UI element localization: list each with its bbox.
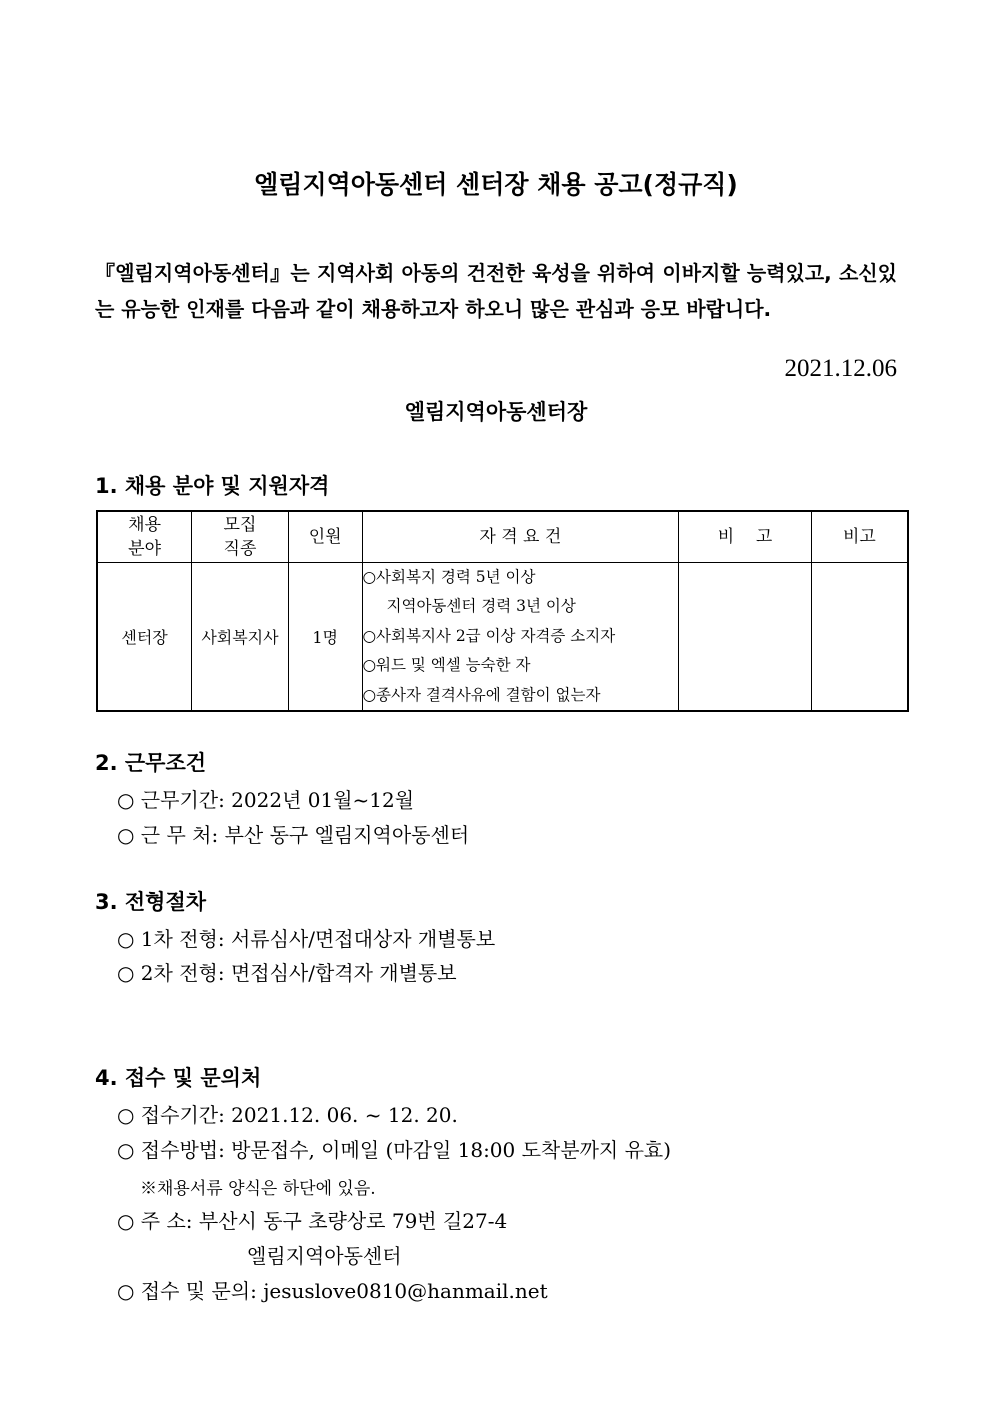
work-place-item: ○ 근 무 처: 부산 동구 엘림지역아동센터 [117, 823, 470, 847]
cell-note-2 [811, 563, 908, 711]
receipt-method-item: ○ 접수방법: 방문접수, 이메일 (마감일 18:00 도착분까지 유효) [117, 1138, 672, 1162]
table-row [97, 563, 908, 711]
announcement-date: 2021.12.06 [784, 355, 897, 382]
organization-signature: 엘림지역아동센터장 [404, 400, 588, 424]
header-field [97, 511, 192, 563]
cell-count: 1명 [288, 563, 362, 711]
section-3-heading: 3. 전형절차 [95, 890, 207, 914]
form-note: ※채용서류 양식은 하단에 있음. [140, 1179, 376, 1199]
page-title: 엘림지역아동센터 센터장 채용 공고(정규직) [254, 170, 738, 199]
section-1-heading: 1. 채용 분야 및 지원자격 [95, 474, 330, 498]
header-job-line1: 모집 [223, 515, 257, 535]
intro-paragraph: 『엘림지역아동센터』는 지역사회 아동의 건전한 육성을 위하여 이바지할 능력있고, 소신있는 유능한 인재를 다음과 같이 채용하고자 하오니 많은 관심과 응모 바랍니다. [95, 261, 897, 321]
header-qualification: 자 격 요 건 [362, 511, 679, 563]
work-period-item: ○ 근무기간: 2022년 01월~12월 [117, 788, 415, 812]
qual-line: ○사회복지사 2급 이상 자격증 소지자 [362, 626, 616, 645]
header-field-line2: 분야 [128, 539, 161, 559]
stage-2-item: ○ 2차 전형: 면접심사/합격자 개별통보 [117, 961, 457, 985]
cell-qualification [362, 563, 679, 711]
qual-line: 지역아동센터 경력 3년 이상 [386, 597, 576, 616]
qual-line: ○워드 및 엑셀 능숙한 자 [362, 656, 531, 675]
qual-line: ○종사자 결격사유에 결함이 없는자 [362, 685, 601, 704]
section-4-heading: 4. 접수 및 문의처 [95, 1066, 262, 1090]
header-note-2: 비고 [811, 511, 908, 563]
cell-note-1 [679, 563, 812, 711]
section-2-heading: 2. 근무조건 [95, 751, 207, 775]
recruitment-table [96, 510, 909, 712]
header-field-line1: 채용 [128, 515, 161, 535]
header-note-1: 비 고 [679, 511, 812, 563]
receipt-period-item: ○ 접수기간: 2021.12. 06. ~ 12. 20. [117, 1103, 458, 1127]
table-header-row [97, 511, 908, 563]
contact-email-item: ○ 접수 및 문의: jesuslove0810@hanmail.net [117, 1279, 548, 1303]
header-job-line2: 직종 [223, 539, 257, 559]
cell-job: 사회복지사 [192, 563, 289, 711]
address-item: ○ 주 소: 부산시 동구 초량상로 79번 길27-4 [117, 1209, 508, 1233]
cell-field: 센터장 [97, 563, 192, 711]
stage-1-item: ○ 1차 전형: 서류심사/면접대상자 개별통보 [117, 927, 496, 951]
address-center-name: 엘림지역아동센터 [247, 1244, 402, 1268]
header-count: 인원 [288, 511, 362, 563]
qual-line: ○사회복지 경력 5년 이상 [362, 568, 536, 586]
header-job [192, 511, 289, 563]
